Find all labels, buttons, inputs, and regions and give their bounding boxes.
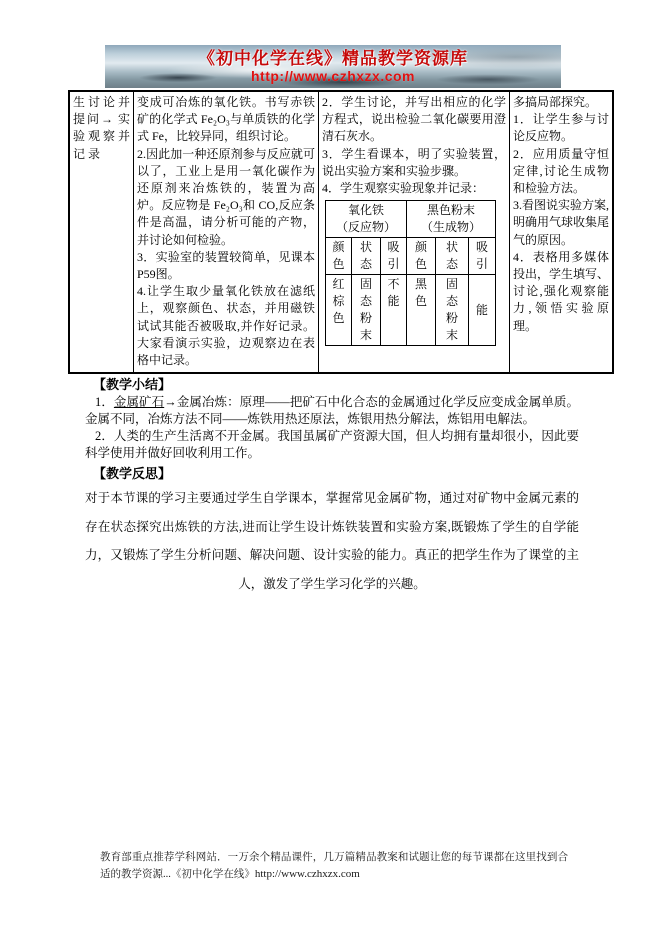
obs-data-row [326, 275, 496, 346]
student-activity-paragraph: 2．学生讨论，并写出相应的化学方程式，说出检验二氧化碳要用澄清石灰水。 [322, 95, 506, 144]
cell-remarks [510, 91, 614, 373]
obs-group-reactant [326, 201, 407, 238]
document-body [85, 377, 579, 598]
obs-value-cell: 固态粉末 [352, 275, 381, 346]
obs-value-cell: 不能 [381, 275, 407, 346]
obs-column-header: 吸引 [469, 238, 496, 275]
underlined-term: 金属矿石 [113, 395, 165, 409]
footer-url[interactable]: http://www.czhxzx.com [254, 868, 360, 880]
cell-teacher-activity [134, 91, 319, 373]
student-activity-paragraph: 3．学生看课本，明了实验装置，说出实验方案和实验步骤。 [322, 146, 506, 178]
obs-group-role: （生成物） [420, 220, 481, 235]
obs-column-header: 状态 [352, 238, 381, 275]
summary-heading: 【教学小结】 [93, 377, 172, 392]
obs-value-cell: 黑色 [407, 275, 436, 346]
obs-column-header: 颜色 [407, 238, 436, 275]
remarks-paragraph: 2．应用质量守恒定律,讨论生成物和检验方法。 [513, 146, 609, 196]
obs-group-product [407, 201, 496, 238]
banner-site-title: 《初中化学在线》精品教学资源库 [198, 49, 468, 68]
remarks-paragraph: 1．让学生参与讨论反应物。 [513, 112, 609, 144]
obs-group-role: （反应物） [335, 220, 396, 235]
obs-column-header: 状态 [436, 238, 469, 275]
teacher-activity-paragraph: 变成可冶炼的氧化铁。书写赤铁矿的化学式 Fe₂O₃与单质铁的化学式 Fe，比较异同，组织讨论。 [137, 95, 315, 144]
cell-student-activity [319, 91, 510, 373]
obs-group-name: 氧化铁 [347, 203, 384, 218]
page-footer [100, 850, 568, 883]
teacher-activity-paragraph: 4.让学生取少量氧化铁放在滤纸上，观察颜色、状态，并用磁铁试试其能否被吸取,并作好记录。大家看演示实验，边观察边在表格中记录。 [137, 284, 315, 368]
obs-column-header: 吸引 [381, 238, 407, 275]
obs-value-cell: 固态粉末 [436, 275, 469, 346]
cell-process-label [69, 91, 134, 373]
summary-item-2: 2．人类的生产生活离不开金属。我国虽属矿产资源大国，但人均拥有量却很小，因此要科学使用并做好回收利用工作。 [85, 429, 579, 460]
site-banner-image [105, 45, 561, 88]
teacher-activity-paragraph: 2.因此加一种还原剂参与反应就可以了，工业上是用一氧化碳作为还原剂来冶炼铁的，装置为高炉。反应物是 Fe₂O₃和 CO,反应条件是高温，请分析可能的产物，并讨论如何检验。 [137, 146, 315, 247]
summary-item-number: 1． [95, 395, 114, 409]
obs-group-header-row [326, 201, 496, 238]
reflection-text: 对于本节课的学习主要通过学生自学课本，掌握常见金属矿物，通过对矿物中金属元素的存在状态探究出炼铁的方法,进而让学生设计炼铁装置和实验方案,既锻炼了学生的自学能力，又锻炼了学生分析问题、解决问题、设计实验的能力。真正的把学生作为了课堂的主人，激发了学生学习化学的兴趣。 [85, 491, 579, 591]
banner-site-url: http://www.czhxzx.com [251, 68, 415, 84]
remarks-paragraph: 4．表格用多媒体投出，学生填写、讨论,强化观察能力,领悟实验原理。 [513, 249, 610, 333]
reflection-heading: 【教学反思】 [93, 466, 172, 481]
observation-record-table [325, 200, 496, 346]
student-activity-paragraph: 4．学生观察实验现象并记录： [322, 181, 485, 196]
obs-value-cell: 能 [469, 275, 496, 346]
obs-column-header: 颜色 [326, 238, 352, 275]
remarks-paragraph: 3.看图说实验方案,明确用气球收集尾气的原因。 [513, 198, 610, 247]
obs-group-name: 黑色粉末 [426, 203, 475, 218]
footer-text: 教育部重点推荐学科网站．一万余个精品课件，几万篇精品教案和试题让您的每节课都在这里找到合适的教学资源...《初中化学在线》 [100, 852, 568, 880]
remarks-paragraph: 多搞局部探究。 [513, 95, 598, 109]
obs-value-cell: 红棕色 [326, 275, 352, 346]
obs-column-header-row [326, 238, 496, 275]
summary-item-text: →金属冶炼：原理——把矿石中化合态的金属通过化学反应变成金属单质。金属不同，冶炼方法不同——炼铁用热还原法，炼银用热分解法，炼铝用电解法。 [85, 395, 579, 426]
teacher-activity-paragraph: 3．实验室的装置较简单，见课本P59图。 [137, 249, 315, 282]
lesson-plan-table [68, 90, 614, 374]
table-row [69, 91, 613, 373]
process-label-text: 生 讨 论 并提问→ 实 验 观 察 并 记 录 [73, 95, 131, 161]
summary-item-1 [85, 394, 579, 428]
